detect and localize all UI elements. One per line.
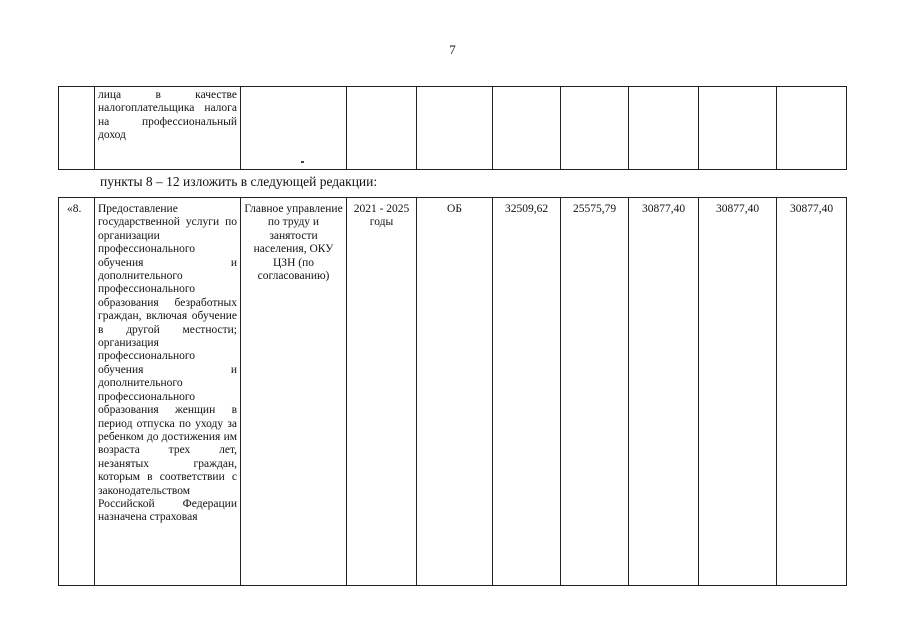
- cell-source: ОБ: [417, 198, 493, 586]
- cell-value: [699, 87, 777, 170]
- cell-executor: [241, 87, 347, 170]
- cell-value: 32509,62: [493, 198, 561, 586]
- cell-value: [629, 87, 699, 170]
- program-table: [58, 197, 847, 586]
- cell-value: 30877,40: [629, 198, 699, 586]
- cell-description: Предоставление государственной услуги по организации профессионального обучения и дополнительного профессионального образования безработных граждан, включая обучение в другой местности; организация профессионального обучения и дополнительного профессионального образования женщин в период отпуска по уходу за ребенком до достижения им возраста трех лет, незанятых граждан, которым в соответствии с законодательством Российской Федерации назначена страховая: [95, 198, 241, 586]
- cell-value: 30877,40: [699, 198, 777, 586]
- scan-speck: [301, 161, 304, 163]
- cell-period: [347, 87, 417, 170]
- instruction-text: пункты 8 – 12 изложить в следующей редакции:: [100, 174, 378, 189]
- cell-number: [59, 87, 95, 170]
- page-number: 7: [449, 42, 456, 57]
- table-row: [59, 87, 847, 170]
- cell-description: лица в качестве налогоплательщика налога на профессиональный доход: [95, 87, 241, 170]
- cell-source: [417, 87, 493, 170]
- cell-number: «8.: [59, 198, 95, 586]
- cell-value: [561, 87, 629, 170]
- cell-executor: Главное управление по труду и занятости населения, ОКУ ЦЗН (по согласованию): [241, 198, 347, 586]
- cell-value: [777, 87, 847, 170]
- cell-value: 25575,79: [561, 198, 629, 586]
- table-row: [59, 198, 847, 586]
- continuation-table: [58, 86, 847, 170]
- cell-value: [493, 87, 561, 170]
- cell-period: 2021 - 2025 годы: [347, 198, 417, 586]
- cell-value: 30877,40: [777, 198, 847, 586]
